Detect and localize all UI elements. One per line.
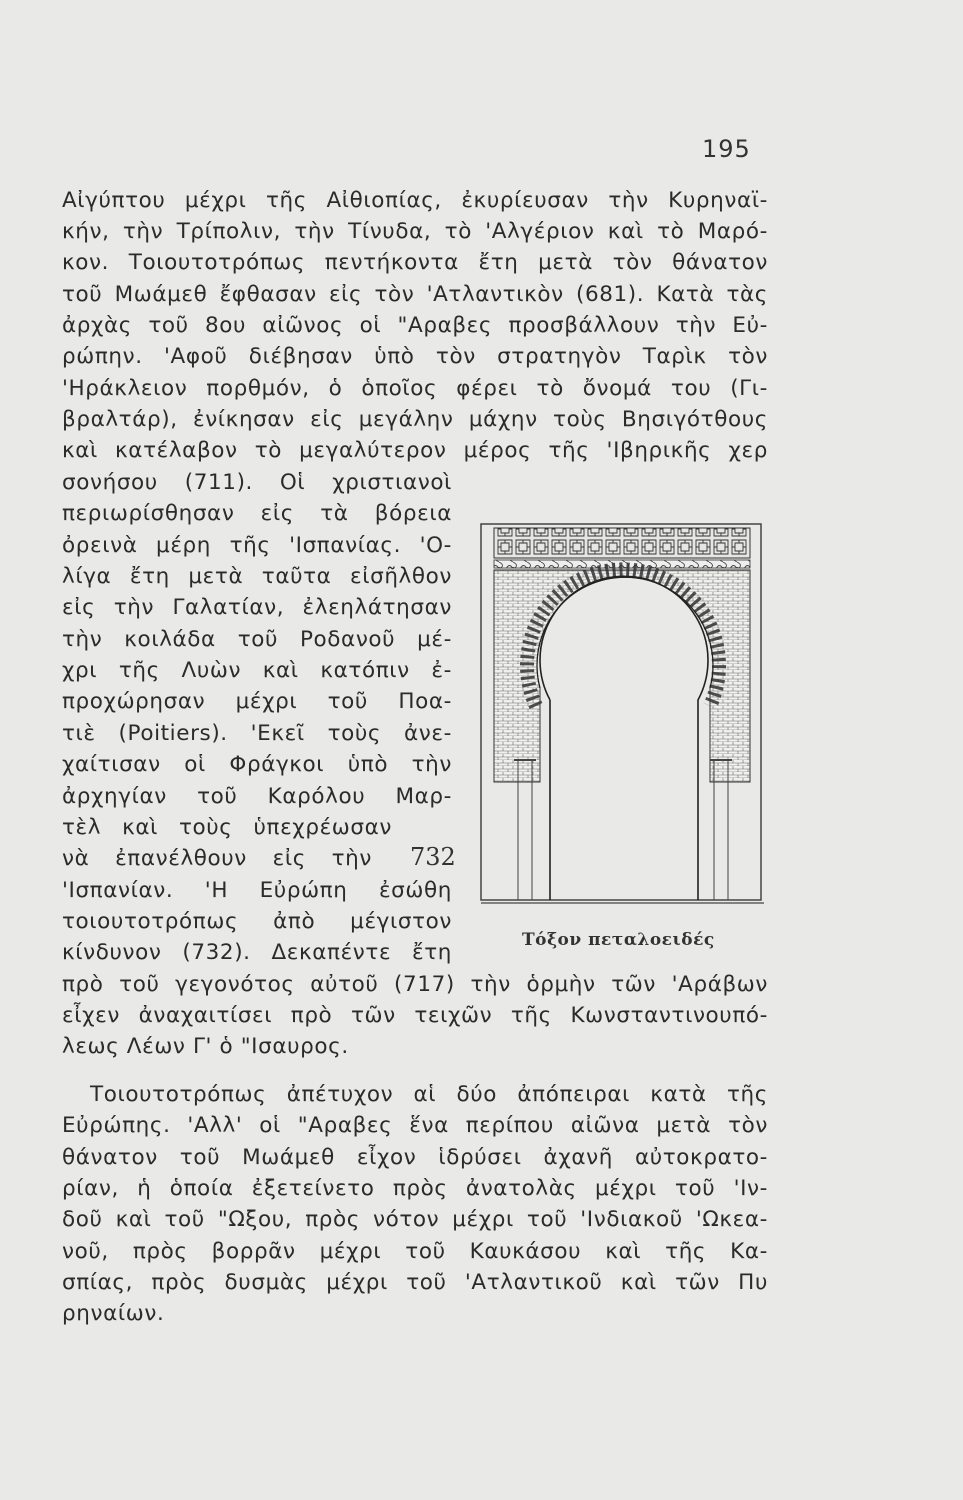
text-line: σπίας, πρὸς δυσμὰς μέχρι τοῦ 'Ατλαντικοῦ καὶ τῶν Πυ — [62, 1270, 768, 1295]
text-line: κίνδυνον (732). Δεκαπέντε ἔτη — [62, 940, 452, 965]
horseshoe-arch-illustration — [478, 520, 764, 916]
page-number: 195 — [702, 135, 751, 163]
text-line: ρηναίων. — [62, 1301, 165, 1326]
text-line: λίγα ἔτη μετὰ ταῦτα εἰσῆλθον — [62, 564, 452, 589]
text-line: εἶχεν ἀναχαιτίσει πρὸ τῶν τειχῶν τῆς Κωνσταντινουπό- — [62, 1003, 768, 1028]
text-line: Τοιουτοτρόπως ἀπέτυχον αἱ δύο ἀπόπειραι κατὰ τῆς — [90, 1082, 768, 1107]
text-line: δοῦ καὶ τοῦ "Ωξου, πρὸς νότον μέχρι τοῦ 'Ινδιακοῦ 'Ωκεα- — [62, 1207, 768, 1232]
text-line: προχώρησαν μέχρι τοῦ Ποα- — [62, 689, 452, 714]
text-line: νοῦ, πρὸς βορρᾶν μέχρι τοῦ Καυκάσου καὶ τῆς Κα- — [62, 1239, 768, 1264]
figure-number: 732 — [410, 843, 456, 871]
text-line: τοῦ Μωάμεθ ἔφθασαν εἰς τὸν 'Ατλαντικὸν (681). Κατὰ τὰς — [62, 282, 768, 307]
text-line: ἀρχηγίαν τοῦ Καρόλου Μαρ- — [62, 784, 452, 809]
text-line: θάνατον τοῦ Μωάμεθ εἶχον ἱδρύσει ἀχανῆ αὐτοκρατο- — [62, 1145, 768, 1170]
text-line: κήν, τὴν Τρίπολιν, τὴν Τίνυδα, τὸ 'Αλγέριον καὶ τὸ Μαρό- — [62, 219, 768, 244]
text-line: τοιουτοτρόπως ἀπὸ μέγιστον — [62, 909, 452, 934]
text-line: ὀρεινὰ μέρη τῆς 'Ισπανίας. 'Ο- — [62, 533, 452, 558]
text-line: λεως Λέων Γ' ὁ "Ισαυρος. — [62, 1034, 349, 1059]
text-line: πρὸ τοῦ γεγονότος αὐτοῦ (717) τὴν ὁρμὴν τῶν 'Αράβων — [62, 972, 768, 997]
text-line: ἀρχὰς τοῦ 8ου αἰῶνος οἱ "Αραβες προσβάλλουν τὴν Εὐ- — [62, 313, 768, 338]
text-line: Αἰγύπτου μέχρι τῆς Αἰθιοπίας, ἐκυρίευσαν τὴν Κυρηναϊ- — [62, 188, 768, 213]
text-line: ρώπην. 'Αφοῦ διέβησαν ὑπὸ τὸν στρατηγὸν Ταρὶκ τὸν — [62, 344, 768, 369]
text-line: κον. Τοιουτοτρόπως πεντήκοντα ἔτη μετὰ τὸν θάνατον — [62, 250, 768, 275]
text-line: χρι τῆς Λυὼν καὶ κατόπιν ἐ- — [62, 658, 452, 683]
text-line: βραλτάρ), ἐνίκησαν εἰς μεγάλην μάχην τοὺς Βησιγότθους — [62, 407, 768, 432]
text-line: 'Ηράκλειον πορθμόν, ὁ ὁποῖος φέρει τὸ ὄνομά του (Γι- — [62, 376, 768, 401]
text-line: εἰς τὴν Γαλατίαν, ἐλεηλάτησαν — [62, 595, 452, 620]
text-line: χαίτισαν οἱ Φράγκοι ὑπὸ τὴν — [62, 752, 452, 777]
arch-drawing — [478, 520, 764, 916]
text-line: τὲλ καὶ τοὺς ὑπεχρέωσαν — [62, 815, 392, 840]
text-line: Εὐρώπης. 'Αλλ' οἱ "Αραβες ἕνα περίπου αἰῶνα μετὰ τὸν — [62, 1113, 768, 1138]
text-line: τὴν κοιλάδα τοῦ Ροδανοῦ μέ- — [62, 627, 452, 652]
text-line: περιωρίσθησαν εἰς τὰ βόρεια — [62, 501, 452, 526]
text-line: 'Ισπανίαν. 'Η Εὐρώπη ἐσώθη — [62, 878, 452, 903]
text-line: καὶ κατέλαβον τὸ μεγαλύτερον μέρος τῆς 'Ιβηρικῆς χερ — [62, 438, 768, 463]
text-line: τιὲ (Poitiers). 'Εκεῖ τοὺς ἀνε- — [62, 721, 452, 746]
text-line: σονήσου (711). Οἱ χριστιανοὶ — [62, 470, 452, 495]
text-line: ρίαν, ἡ ὁποία ἐξετείνετο πρὸς ἀνατολὰς μέχρι τοῦ 'Ιν- — [62, 1176, 768, 1201]
text-line: νὰ ἐπανέλθουν εἰς τὴν — [62, 846, 372, 871]
figure-caption: Τόξον πεταλοειδές — [522, 930, 715, 950]
